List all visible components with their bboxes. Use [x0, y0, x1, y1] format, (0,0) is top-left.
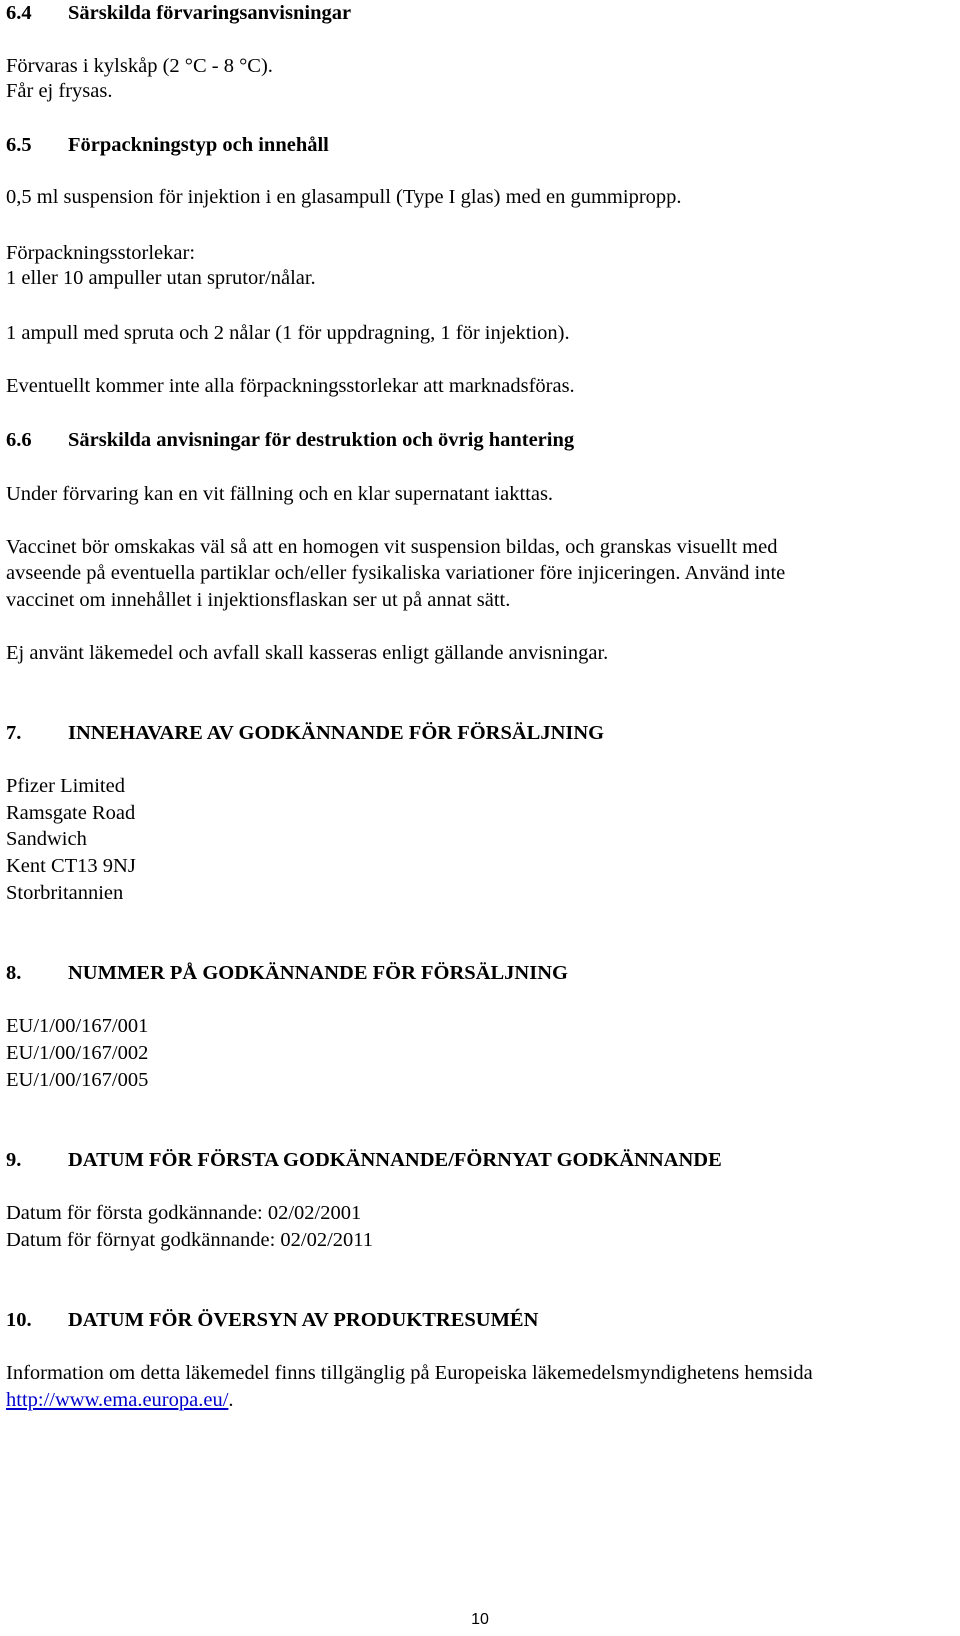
package-marketing-note: Eventuellt kommer inte alla förpackningsstorlekar att marknadsföras.	[6, 375, 575, 397]
authorisation-number: EU/1/00/167/005	[6, 1069, 149, 1091]
package-sizes-label: Förpackningsstorlekar:	[6, 242, 196, 264]
section-7-heading	[6, 720, 604, 746]
handling-paragraph-2-line-3: vaccinet om innehållet i injektionsflaskan ser ut på annat sätt.	[6, 589, 511, 611]
section-title: INNEHAVARE AV GODKÄNNANDE FÖR FÖRSÄLJNING	[68, 722, 605, 744]
storage-line-1: Förvaras i kylskåp (2 °C - 8 °C).	[6, 55, 273, 77]
renewal-date: Datum för förnyat godkännande: 02/02/2011	[6, 1229, 374, 1251]
link-suffix: .	[228, 1389, 234, 1411]
holder-address-line: Pfizer Limited	[6, 775, 125, 797]
section-title: DATUM FÖR ÖVERSYN AV PRODUKTRESUMÉN	[68, 1309, 539, 1331]
holder-address-line: Kent CT13 9NJ	[6, 855, 136, 877]
section-10-heading	[6, 1307, 538, 1333]
handling-paragraph-1: Under förvaring kan en vit fällning och en klar supernatant iakttas.	[6, 483, 554, 505]
package-sizes-line: 1 eller 10 ampuller utan sprutor/nålar.	[6, 267, 316, 289]
storage-line-2: Får ej frysas.	[6, 80, 113, 102]
section-number: 6.5	[6, 134, 32, 156]
section-title: Förpackningstyp och innehåll	[68, 134, 329, 156]
authorisation-number: EU/1/00/167/002	[6, 1042, 149, 1064]
section-6-6-heading	[6, 427, 574, 453]
section-number: 6.6	[6, 429, 32, 451]
section-number: 9.	[6, 1149, 22, 1171]
handling-paragraph-2-line-2: avseende på eventuella partiklar och/eller fysikaliska variationer före injiceringen. Använd inte	[6, 562, 786, 584]
authorisation-number: EU/1/00/167/001	[6, 1015, 149, 1037]
section-number: 7.	[6, 722, 22, 744]
information-text: Information om detta läkemedel finns tillgänglig på Europeiska läkemedelsmyndighetens hemsida	[6, 1362, 813, 1384]
section-number: 8.	[6, 962, 22, 984]
section-6-4-heading	[6, 0, 351, 26]
page-number: 10	[471, 1611, 489, 1628]
section-8-heading	[6, 960, 568, 986]
section-title: NUMMER PÅ GODKÄNNANDE FÖR FÖRSÄLJNING	[68, 962, 568, 984]
ema-website-link[interactable]: http://www.ema.europa.eu/	[6, 1389, 229, 1411]
section-title: DATUM FÖR FÖRSTA GODKÄNNANDE/FÖRNYAT GODKÄNNANDE	[68, 1149, 722, 1171]
information-link-line	[6, 1387, 234, 1413]
section-number: 10.	[6, 1309, 32, 1331]
handling-paragraph-3: Ej använt läkemedel och avfall skall kasseras enligt gällande anvisningar.	[6, 642, 609, 664]
handling-paragraph-2-line-1: Vaccinet bör omskakas väl så att en homogen vit suspension bildas, och granskas visuellt med	[6, 536, 778, 558]
section-number: 6.4	[6, 2, 32, 24]
holder-address-line: Sandwich	[6, 828, 87, 850]
first-authorisation-date: Datum för första godkännande: 02/02/2001	[6, 1202, 362, 1224]
section-6-5-heading	[6, 132, 329, 158]
section-9-heading	[6, 1147, 722, 1173]
section-title: Särskilda förvaringsanvisningar	[68, 2, 352, 24]
package-syringe-line: 1 ampull med spruta och 2 nålar (1 för uppdragning, 1 för injektion).	[6, 322, 570, 344]
holder-address-line: Storbritannien	[6, 882, 124, 904]
package-description: 0,5 ml suspension för injektion i en glasampull (Type I glas) med en gummipropp.	[6, 186, 682, 208]
holder-address-line: Ramsgate Road	[6, 802, 136, 824]
section-title: Särskilda anvisningar för destruktion och övrig hantering	[68, 429, 575, 451]
